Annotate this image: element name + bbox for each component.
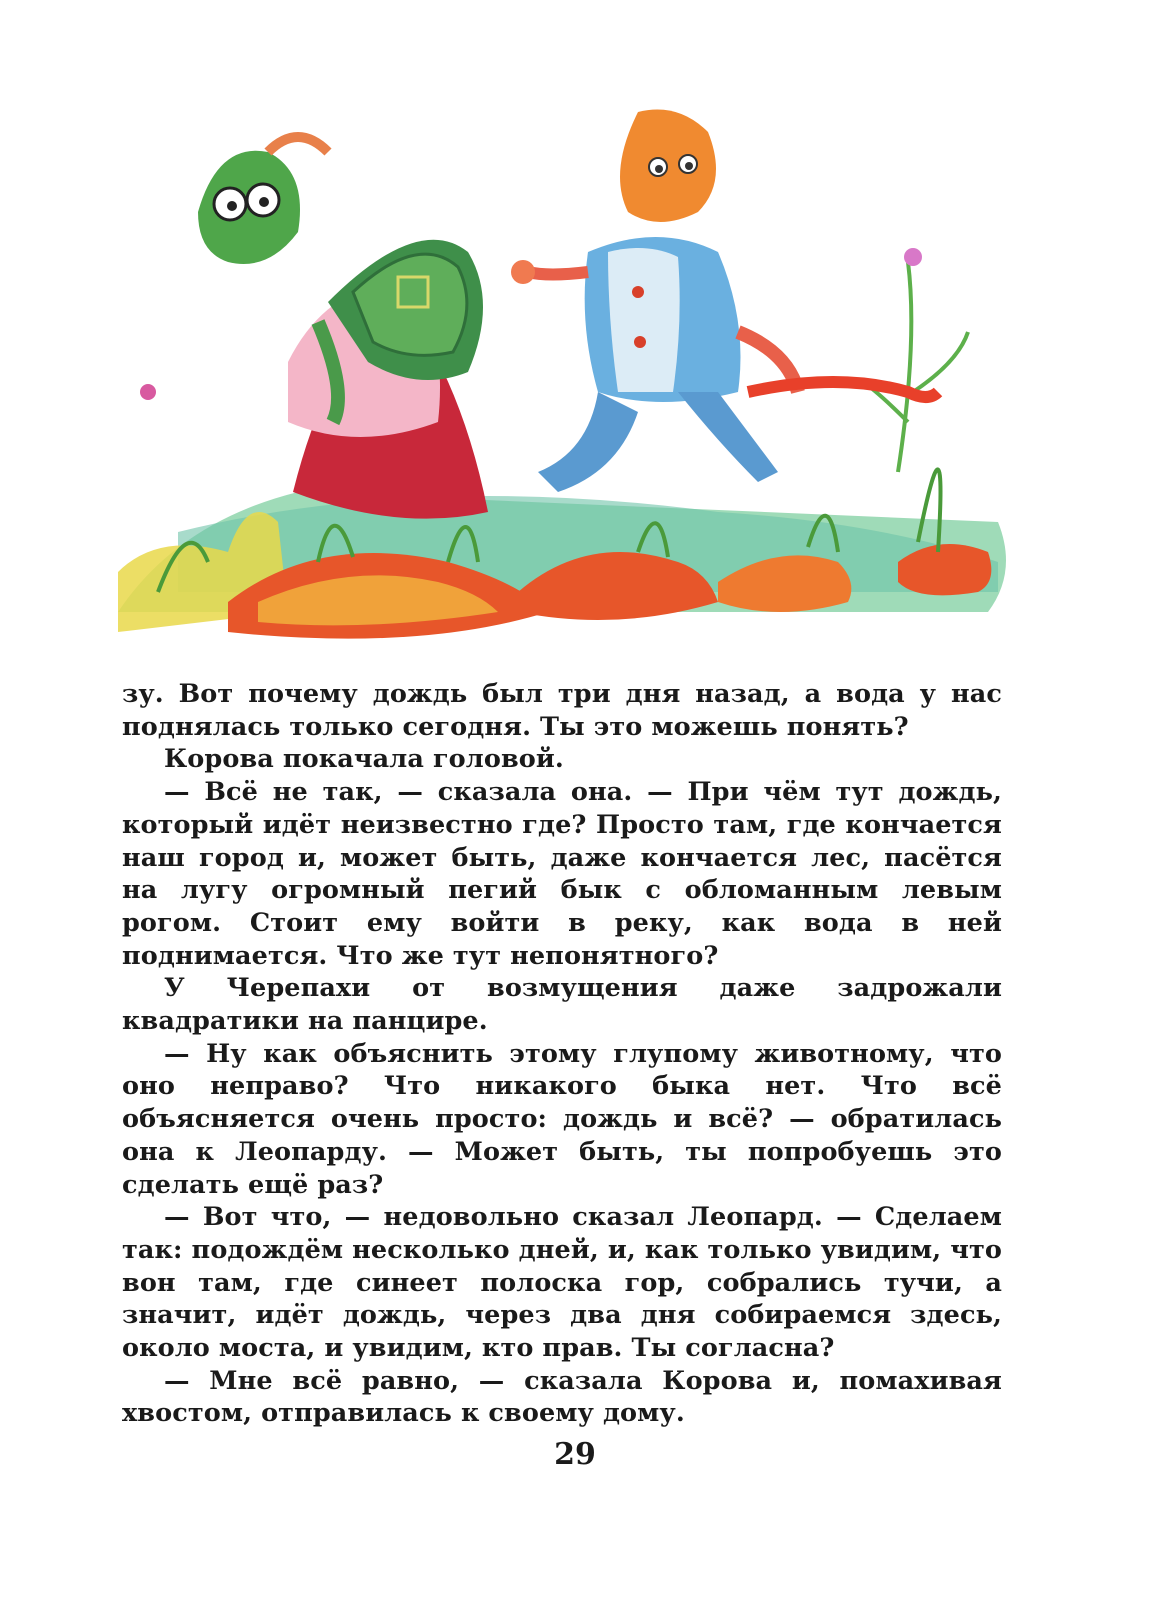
paragraph-2: Корова покачала головой.	[164, 744, 564, 775]
turtle-character	[198, 137, 488, 519]
illustration	[118, 92, 1008, 652]
paragraph-7: — Мне всё равно, — сказала Корова и, помахивая хвостом, отправилась к своему дому.	[122, 1365, 1002, 1429]
story-text	[122, 678, 1002, 1430]
ground	[118, 248, 1006, 639]
paragraph-3: — Всё не так, — сказала она. — При чём тут дождь, который идёт неизвестно где? Просто там, где кончается наш город и, может быть, даже кончается лес, пасётся на лугу огромный пегий бык с обломанным левым рогом. Стоит ему войти в реку, как вода в ней поднимается. Что же тут непонятного?	[122, 777, 1002, 971]
paragraph-1: зу. Вот почему дождь был три дня назад, а вода у нас поднялась только сегодня. Ты это можешь понять?	[122, 679, 1002, 742]
paragraph-5: — Ну как объяснить этому глупому животному, что оно неправо? Что никакого быка нет. Что всё объясняется очень просто: дождь и всё? — обратилась она к Леопарду. — Может быть, ты попробуешь это сделать ещё раз?	[122, 1038, 1002, 1200]
leopard-character	[511, 110, 938, 493]
paragraph-4: У Черепахи от возмущения даже задрожали квадратики на панцире.	[122, 973, 1002, 1037]
page-number: 29	[554, 1437, 596, 1472]
paragraph-6: — Вот что, — недовольно сказал Леопард. — Сделаем так: подождём несколько дней, и, как только увидим, что вон там, где синеет полоска гор, собрались тучи, а значит, идёт дождь, через два дня собираемся здесь, около моста, и увидим, кто прав. Ты согласна?	[122, 1202, 1002, 1364]
